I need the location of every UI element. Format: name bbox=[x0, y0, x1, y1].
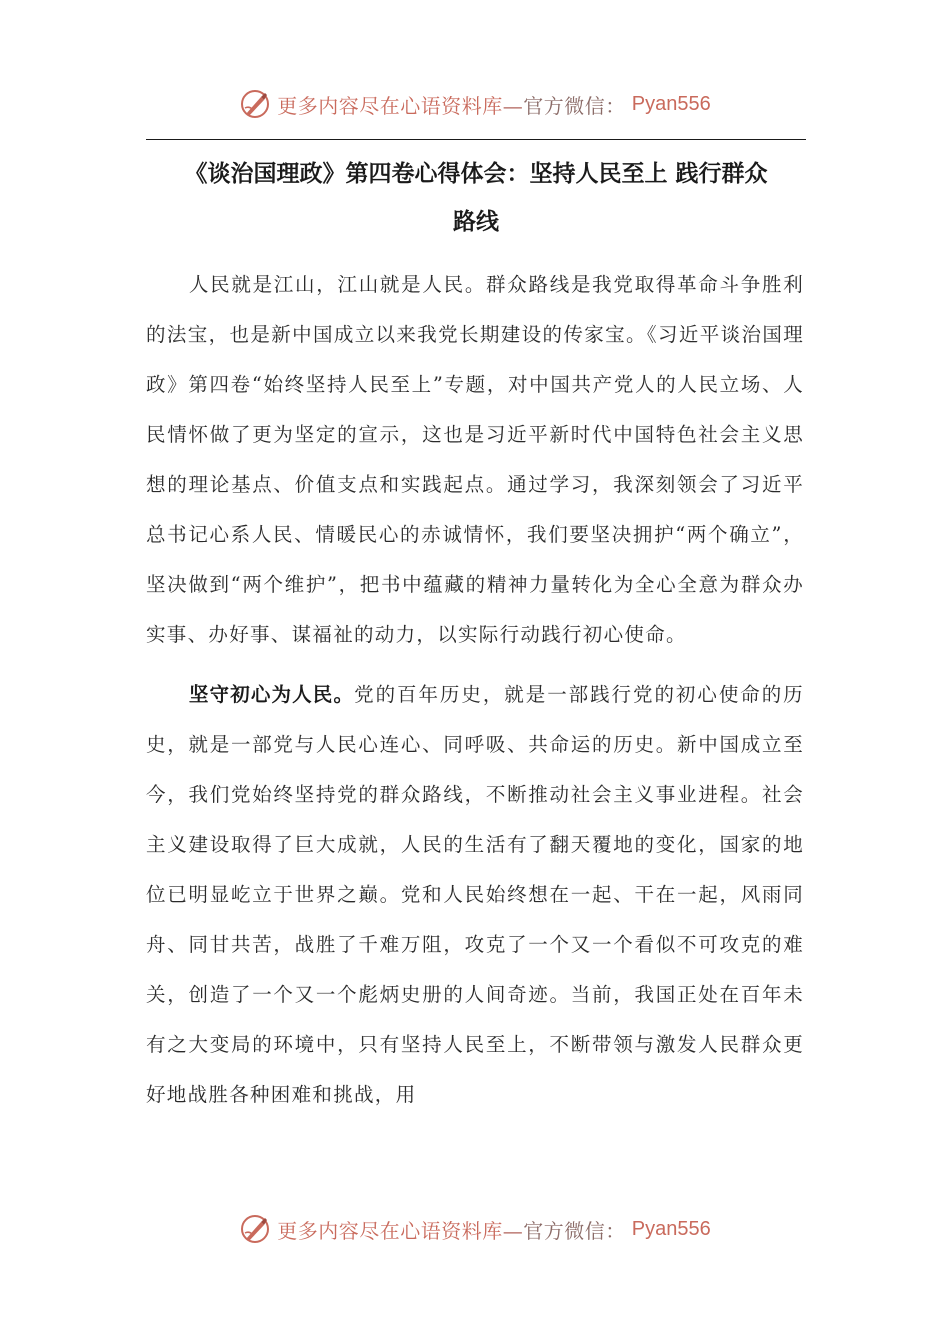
header-banner bbox=[0, 84, 950, 124]
wechat-id: Pyan556 bbox=[631, 92, 711, 115]
paragraph-intro bbox=[146, 260, 804, 660]
brand-text bbox=[277, 90, 626, 119]
brand-separator: — bbox=[502, 1218, 524, 1243]
title-line-2: 路线 bbox=[453, 209, 499, 235]
brand-name: 更多内容尽在心语资料库 bbox=[277, 93, 503, 118]
brand-separator: — bbox=[502, 93, 524, 118]
footer-banner bbox=[0, 1209, 950, 1249]
wechat-label: 官方微信： bbox=[523, 1218, 626, 1243]
brand-text bbox=[277, 1215, 626, 1244]
paragraph-section-1 bbox=[146, 670, 804, 1120]
brand-name: 更多内容尽在心语资料库 bbox=[277, 1218, 503, 1243]
header-divider bbox=[146, 139, 806, 140]
pen-logo-icon bbox=[239, 1213, 271, 1245]
paragraph-text: 党的百年历史，就是一部践行党的初心使命的历史，就是一部党与人民心连心、同呼吸、共命运的历史。新中国成立至今，我们党始终坚持党的群众路线，不断推动社会主义事业进程。社会主义建设取得了巨大成就，人民的生活有了翻天覆地的变化，国家的地位已明显屹立于世界之巅。党和人民始终想在一起、干在一起，风雨同舟、同甘共苦，战胜了千难万阻，攻克了一个又一个看似不可攻克的难关，创造了一个又一个彪炳史册的人间奇迹。当前，我国正处在百年未有之大变局的环境中，只有坚持人民至上，不断带领与激发人民群众更好地战胜各种困难和挑战，用 bbox=[146, 683, 804, 1106]
page-title bbox=[146, 150, 806, 246]
section-heading: 坚守初心为人民。 bbox=[188, 683, 355, 706]
pen-logo-icon bbox=[239, 88, 271, 120]
paragraph-text: 人民就是江山，江山就是人民。群众路线是我党取得革命斗争胜利的法宝，也是新中国成立以来我党长期建设的传家宝。《习近平谈治国理政》第四卷“始终坚持人民至上”专题，对中国共产党人的人民立场、人民情怀做了更为坚定的宣示，这也是习近平新时代中国特色社会主义思想的理论基点、价值支点和实践起点。通过学习，我深刻领会了习近平总书记心系人民、情暖民心的赤诚情怀，我们要坚决拥护“两个确立”，坚决做到“两个维护”，把书中蕴藏的精神力量转化为全心全意为群众办实事、办好事、谋福祉的动力，以实际行动践行初心使命。 bbox=[146, 273, 804, 646]
article-body bbox=[146, 260, 804, 1120]
wechat-label: 官方微信： bbox=[523, 93, 626, 118]
wechat-id: Pyan556 bbox=[631, 1217, 711, 1240]
title-line-1: 《谈治国理政》第四卷心得体会：坚持人民至上 践行群众 bbox=[184, 161, 768, 187]
